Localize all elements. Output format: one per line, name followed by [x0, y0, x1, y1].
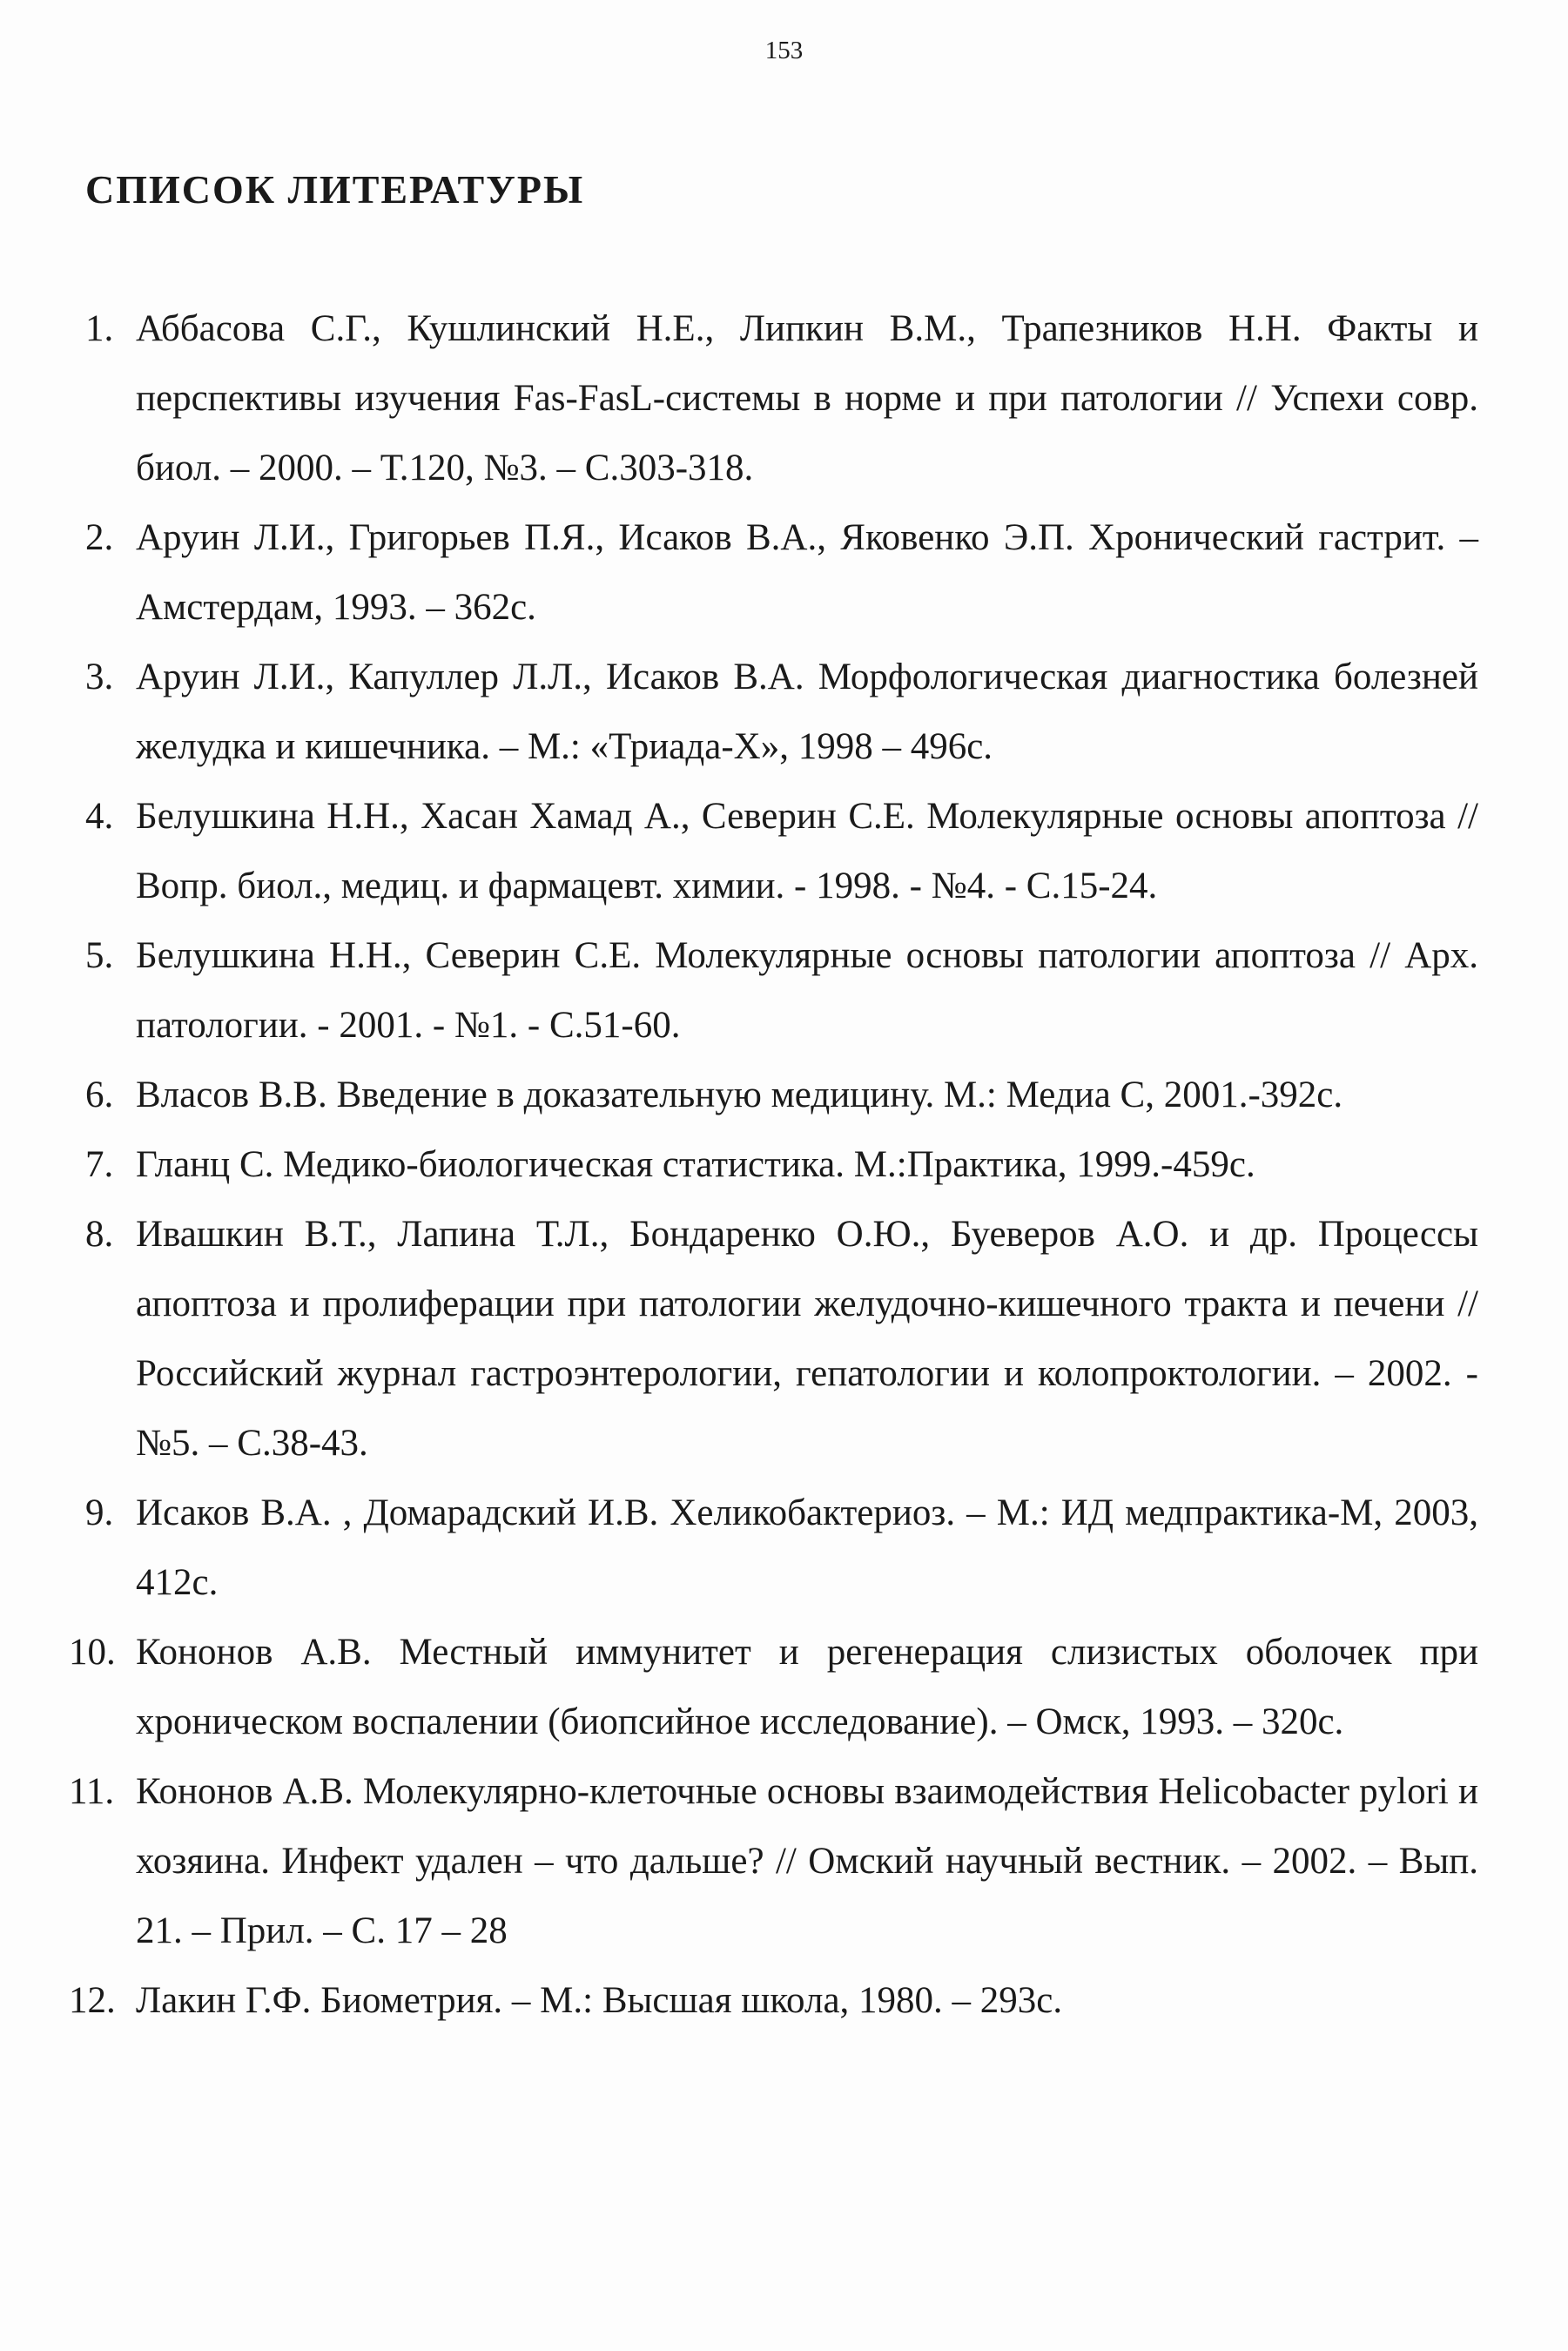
- reference-item: [85, 921, 1478, 1061]
- reference-text: Исаков В.А. , Домарадский И.В. Хеликобактериоз. – М.: ИД медпрактика-М, 2003, 412с.: [136, 1492, 1478, 1603]
- reference-text: Аруин Л.И., Григорьев П.Я., Исаков В.А., Яковенко Э.П. Хронический гастрит. – Амстердам, 1993. – 362с.: [136, 517, 1478, 628]
- page-title: СПИСОК ЛИТЕРАТУРЫ: [85, 167, 585, 212]
- reference-number: 4.: [85, 796, 114, 837]
- reference-number: 6.: [85, 1074, 114, 1115]
- page-number: 153: [764, 37, 804, 64]
- reference-number: 7.: [85, 1144, 114, 1185]
- reference-item: [85, 643, 1478, 782]
- reference-text: Власов В.В. Введение в доказательную медицину. М.: Медиа С, 2001.-392с.: [136, 1074, 1343, 1115]
- reference-text: Ивашкин В.Т., Лапина Т.Л., Бондаренко О.Ю., Буеверов А.О. и др. Процессы апоптоза и пролиферации при патологии желудочно-кишечного тракта и печени // Российский журнал гастроэнтерологии, гепатологии и колопроктологии. – 2002. - №5. – С.38-43.: [136, 1214, 1478, 1464]
- reference-number: 1.: [85, 308, 114, 349]
- reference-text: Белушкина Н.Н., Хасан Хамад А., Северин С.Е. Молекулярные основы апоптоза // Вопр. биол., медиц. и фармацевт. химии. - 1998. - №4. - С.15-24.: [136, 796, 1478, 906]
- reference-text: Аруин Л.И., Капуллер Л.Л., Исаков В.А. Морфологическая диагностика болезней желудка и кишечника. – М.: «Триада-Х», 1998 – 496с.: [136, 657, 1478, 767]
- reference-item: [85, 1479, 1478, 1618]
- reference-number: 2.: [85, 517, 114, 558]
- reference-number: 12.: [69, 1980, 116, 2021]
- reference-list: [0, 294, 1568, 2036]
- reference-item: [85, 1130, 1478, 1200]
- reference-item: [69, 1966, 1478, 2036]
- reference-number: 3.: [85, 657, 114, 697]
- reference-number: 10.: [69, 1632, 116, 1673]
- reference-text: Белушкина Н.Н., Северин С.Е. Молекулярные основы патологии апоптоза // Арх. патологии. - 2001. - №1. - С.51-60.: [136, 935, 1478, 1046]
- reference-item: [85, 1061, 1478, 1130]
- reference-text: Кононов А.В. Местный иммунитет и регенерация слизистых оболочек при хроническом воспалении (биопсийное исследование). – Омск, 1993. – 320с.: [136, 1632, 1478, 1742]
- reference-number: 5.: [85, 935, 114, 976]
- reference-number: 11.: [69, 1771, 115, 1812]
- reference-item: [85, 782, 1478, 921]
- reference-text: Кононов А.В. Молекулярно-клеточные основы взаимодействия Helicobacter pylori и хозяина. Инфект удален – что дальше? // Омский научный вестник. – 2002. – Вып. 21. – Прил. – С. 17 – 28: [136, 1771, 1478, 1951]
- reference-text: Аббасова С.Г., Кушлинский Н.Е., Липкин В.М., Трапезников Н.Н. Факты и перспективы изучения Fas-FasL-системы в норме и при патологии // Успехи совр. биол. – 2000. – Т.120, №3. – С.303-318.: [136, 308, 1478, 488]
- reference-item: [85, 294, 1478, 503]
- reference-item: [69, 1757, 1478, 1966]
- reference-number: 8.: [85, 1214, 114, 1255]
- reference-number: 9.: [85, 1492, 114, 1533]
- reference-item: [85, 1200, 1478, 1479]
- reference-item: [85, 503, 1478, 643]
- reference-item: [69, 1618, 1478, 1757]
- reference-text: Лакин Г.Ф. Биометрия. – М.: Высшая школа, 1980. – 293с.: [136, 1980, 1063, 2021]
- reference-text: Гланц С. Медико-биологическая статистика. М.:Практика, 1999.-459с.: [136, 1144, 1255, 1185]
